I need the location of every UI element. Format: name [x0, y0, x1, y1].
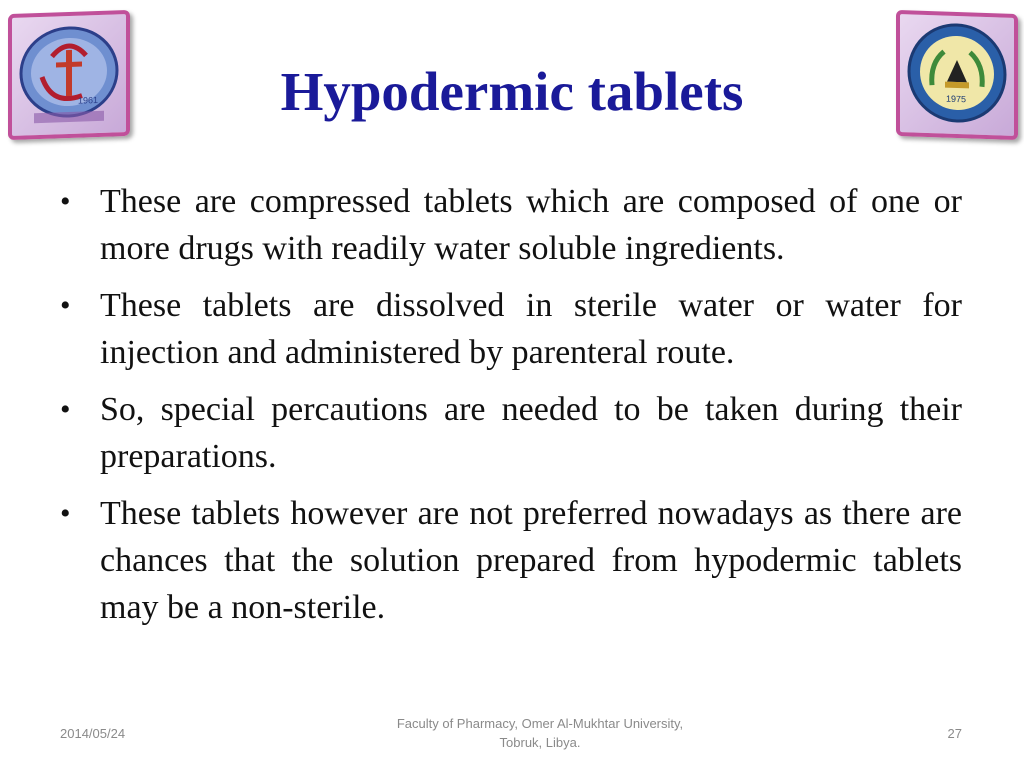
svg-text:1961: 1961 [78, 94, 99, 106]
bullet-item [60, 386, 962, 480]
bullet-icon: • [60, 289, 71, 322]
bullet-item [60, 282, 962, 376]
footer-date: 2014/05/24 [60, 726, 126, 741]
footer-institution [340, 714, 740, 752]
bullet-item [60, 178, 962, 272]
bullet-text: These tablets are dissolved in sterile water or water for injection and administered by parenteral route. [100, 287, 962, 371]
bullet-icon: • [60, 393, 71, 426]
bullet-list [60, 178, 962, 641]
svg-text:1975: 1975 [946, 93, 967, 105]
footer-institution-line1: Faculty of Pharmacy, Omer Al-Mukhtar University, [396, 716, 684, 731]
slide-title: Hypodermic tablets [280, 61, 744, 122]
bullet-item [60, 490, 962, 631]
bullet-text: These are compressed tablets which are composed of one or more drugs with readily water soluble ingredients. [100, 183, 962, 267]
footer-institution-line2: Tobruk, Libya. [499, 735, 581, 750]
bullet-text: These tablets however are not preferred nowadays as there are chances that the solution prepared from hypodermic tablets may be a non-sterile. [100, 495, 962, 626]
page-number: 27 [947, 726, 962, 741]
bullet-icon: • [60, 185, 71, 218]
bullet-icon: • [60, 497, 71, 530]
bullet-text: So, special percautions are needed to be taken during their preparations. [100, 391, 962, 475]
